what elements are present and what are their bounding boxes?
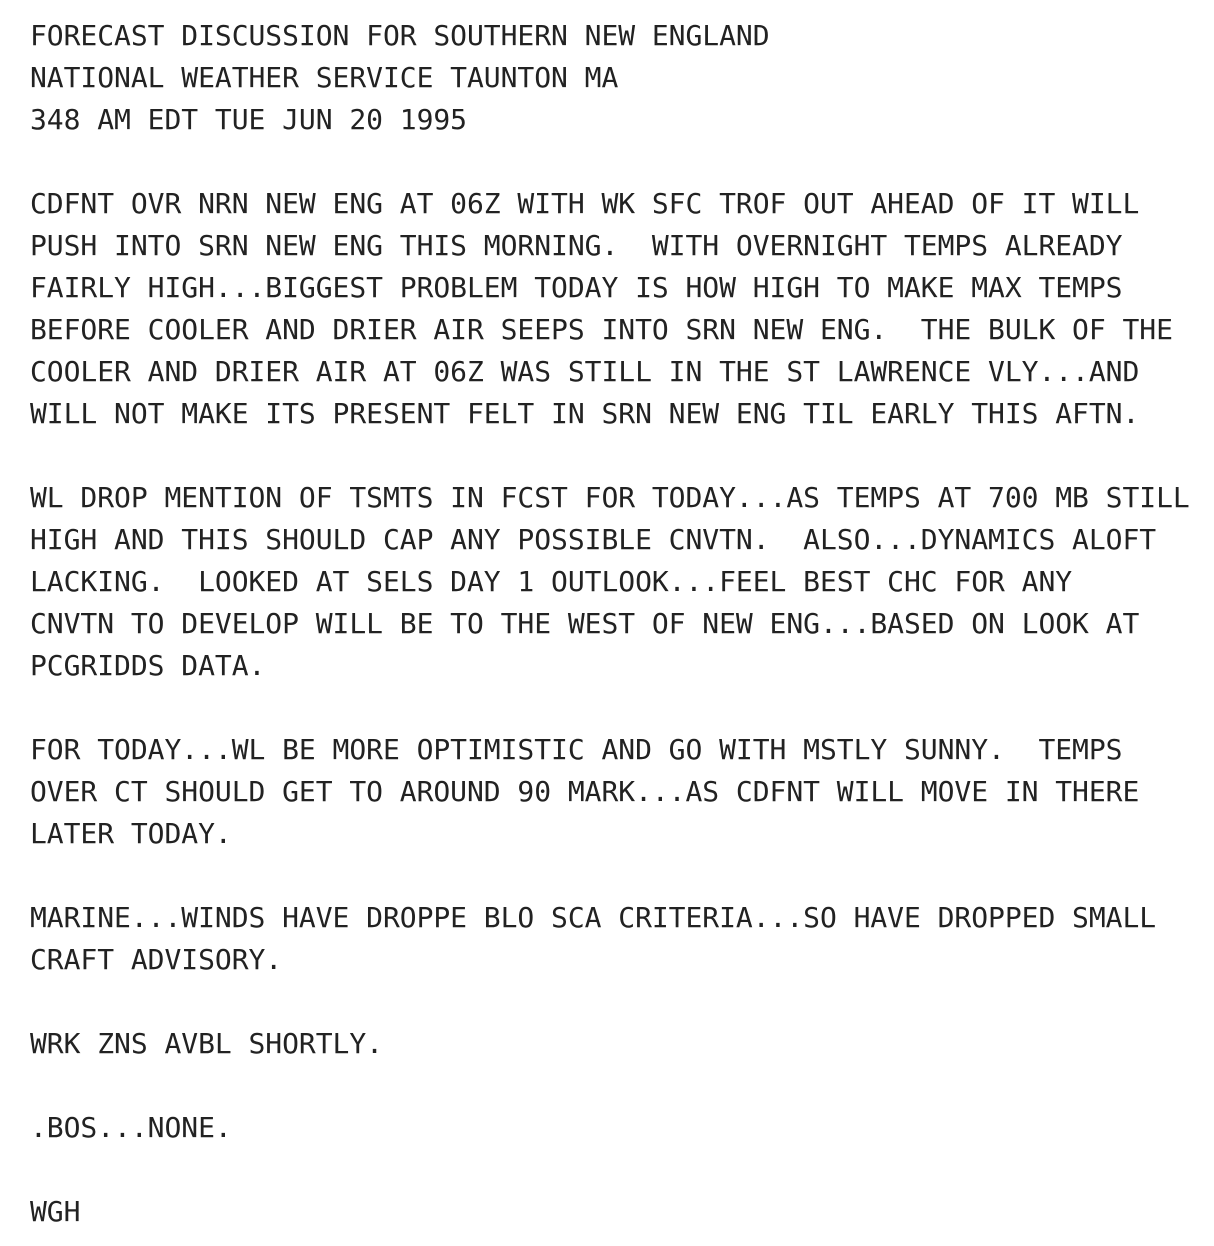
blank-line xyxy=(30,1065,1190,1107)
text-line: LACKING. LOOKED AT SELS DAY 1 OUTLOOK...FEEL BEST CHC FOR ANY xyxy=(30,565,1073,598)
paragraph-synopsis xyxy=(30,183,1190,435)
text-line: HIGH AND THIS SHOULD CAP ANY POSSIBLE CNVTN. ALSO...DYNAMICS ALOFT xyxy=(30,523,1157,556)
text-line: PUSH INTO SRN NEW ENG THIS MORNING. WITH OVERNIGHT TEMPS ALREADY xyxy=(30,229,1123,262)
text-line: LATER TODAY. xyxy=(30,817,232,850)
text-line: PCGRIDDS DATA. xyxy=(30,649,266,682)
text-line: OVER CT SHOULD GET TO AROUND 90 MARK...AS CDFNT WILL MOVE IN THERE xyxy=(30,775,1140,808)
blank-line xyxy=(30,687,1190,729)
paragraph-marine xyxy=(30,897,1190,981)
text-line: CDFNT OVR NRN NEW ENG AT 06Z WITH WK SFC TROF OUT AHEAD OF IT WILL xyxy=(30,187,1140,220)
text-line: WL DROP MENTION OF TSMTS IN FCST FOR TODAY...AS TEMPS AT 700 MB STILL xyxy=(30,481,1190,514)
text-line: BEFORE COOLER AND DRIER AIR SEEPS INTO SRN NEW ENG. THE BULK OF THE xyxy=(30,313,1173,346)
text-line: CRAFT ADVISORY. xyxy=(30,943,283,976)
blank-line xyxy=(30,141,1190,183)
paragraph-convection xyxy=(30,477,1190,687)
text-line: CNVTN TO DEVELOP WILL BE TO THE WEST OF NEW ENG...BASED ON LOOK AT xyxy=(30,607,1140,640)
text-line: MARINE...WINDS HAVE DROPPE BLO SCA CRITERIA...SO HAVE DROPPED SMALL xyxy=(30,901,1157,934)
text-line: FAIRLY HIGH...BIGGEST PROBLEM TODAY IS HOW HIGH TO MAKE MAX TEMPS xyxy=(30,271,1123,304)
paragraph-today xyxy=(30,729,1190,855)
forecaster-initials xyxy=(30,1191,1190,1233)
blank-line xyxy=(30,855,1190,897)
text-line: WRK ZNS AVBL SHORTLY. xyxy=(30,1027,383,1060)
blank-line xyxy=(30,1149,1190,1191)
paragraph-zones xyxy=(30,1023,1190,1065)
issuing-office: NATIONAL WEATHER SERVICE TAUNTON MA xyxy=(30,61,619,94)
forecast-discussion-document xyxy=(30,15,1190,1233)
text-line: COOLER AND DRIER AIR AT 06Z WAS STILL IN THE ST LAWRENCE VLY...AND xyxy=(30,355,1140,388)
document-title: FORECAST DISCUSSION FOR SOUTHERN NEW ENGLAND xyxy=(30,19,770,52)
issue-timestamp: 348 AM EDT TUE JUN 20 1995 xyxy=(30,103,467,136)
blank-line xyxy=(30,435,1190,477)
text-line: WGH xyxy=(30,1195,81,1228)
blank-line xyxy=(30,981,1190,1023)
text-line: .BOS...NONE. xyxy=(30,1111,232,1144)
text-line: FOR TODAY...WL BE MORE OPTIMISTIC AND GO WITH MSTLY SUNNY. TEMPS xyxy=(30,733,1123,766)
paragraph-bos xyxy=(30,1107,1190,1149)
text-line: WILL NOT MAKE ITS PRESENT FELT IN SRN NEW ENG TIL EARLY THIS AFTN. xyxy=(30,397,1140,430)
